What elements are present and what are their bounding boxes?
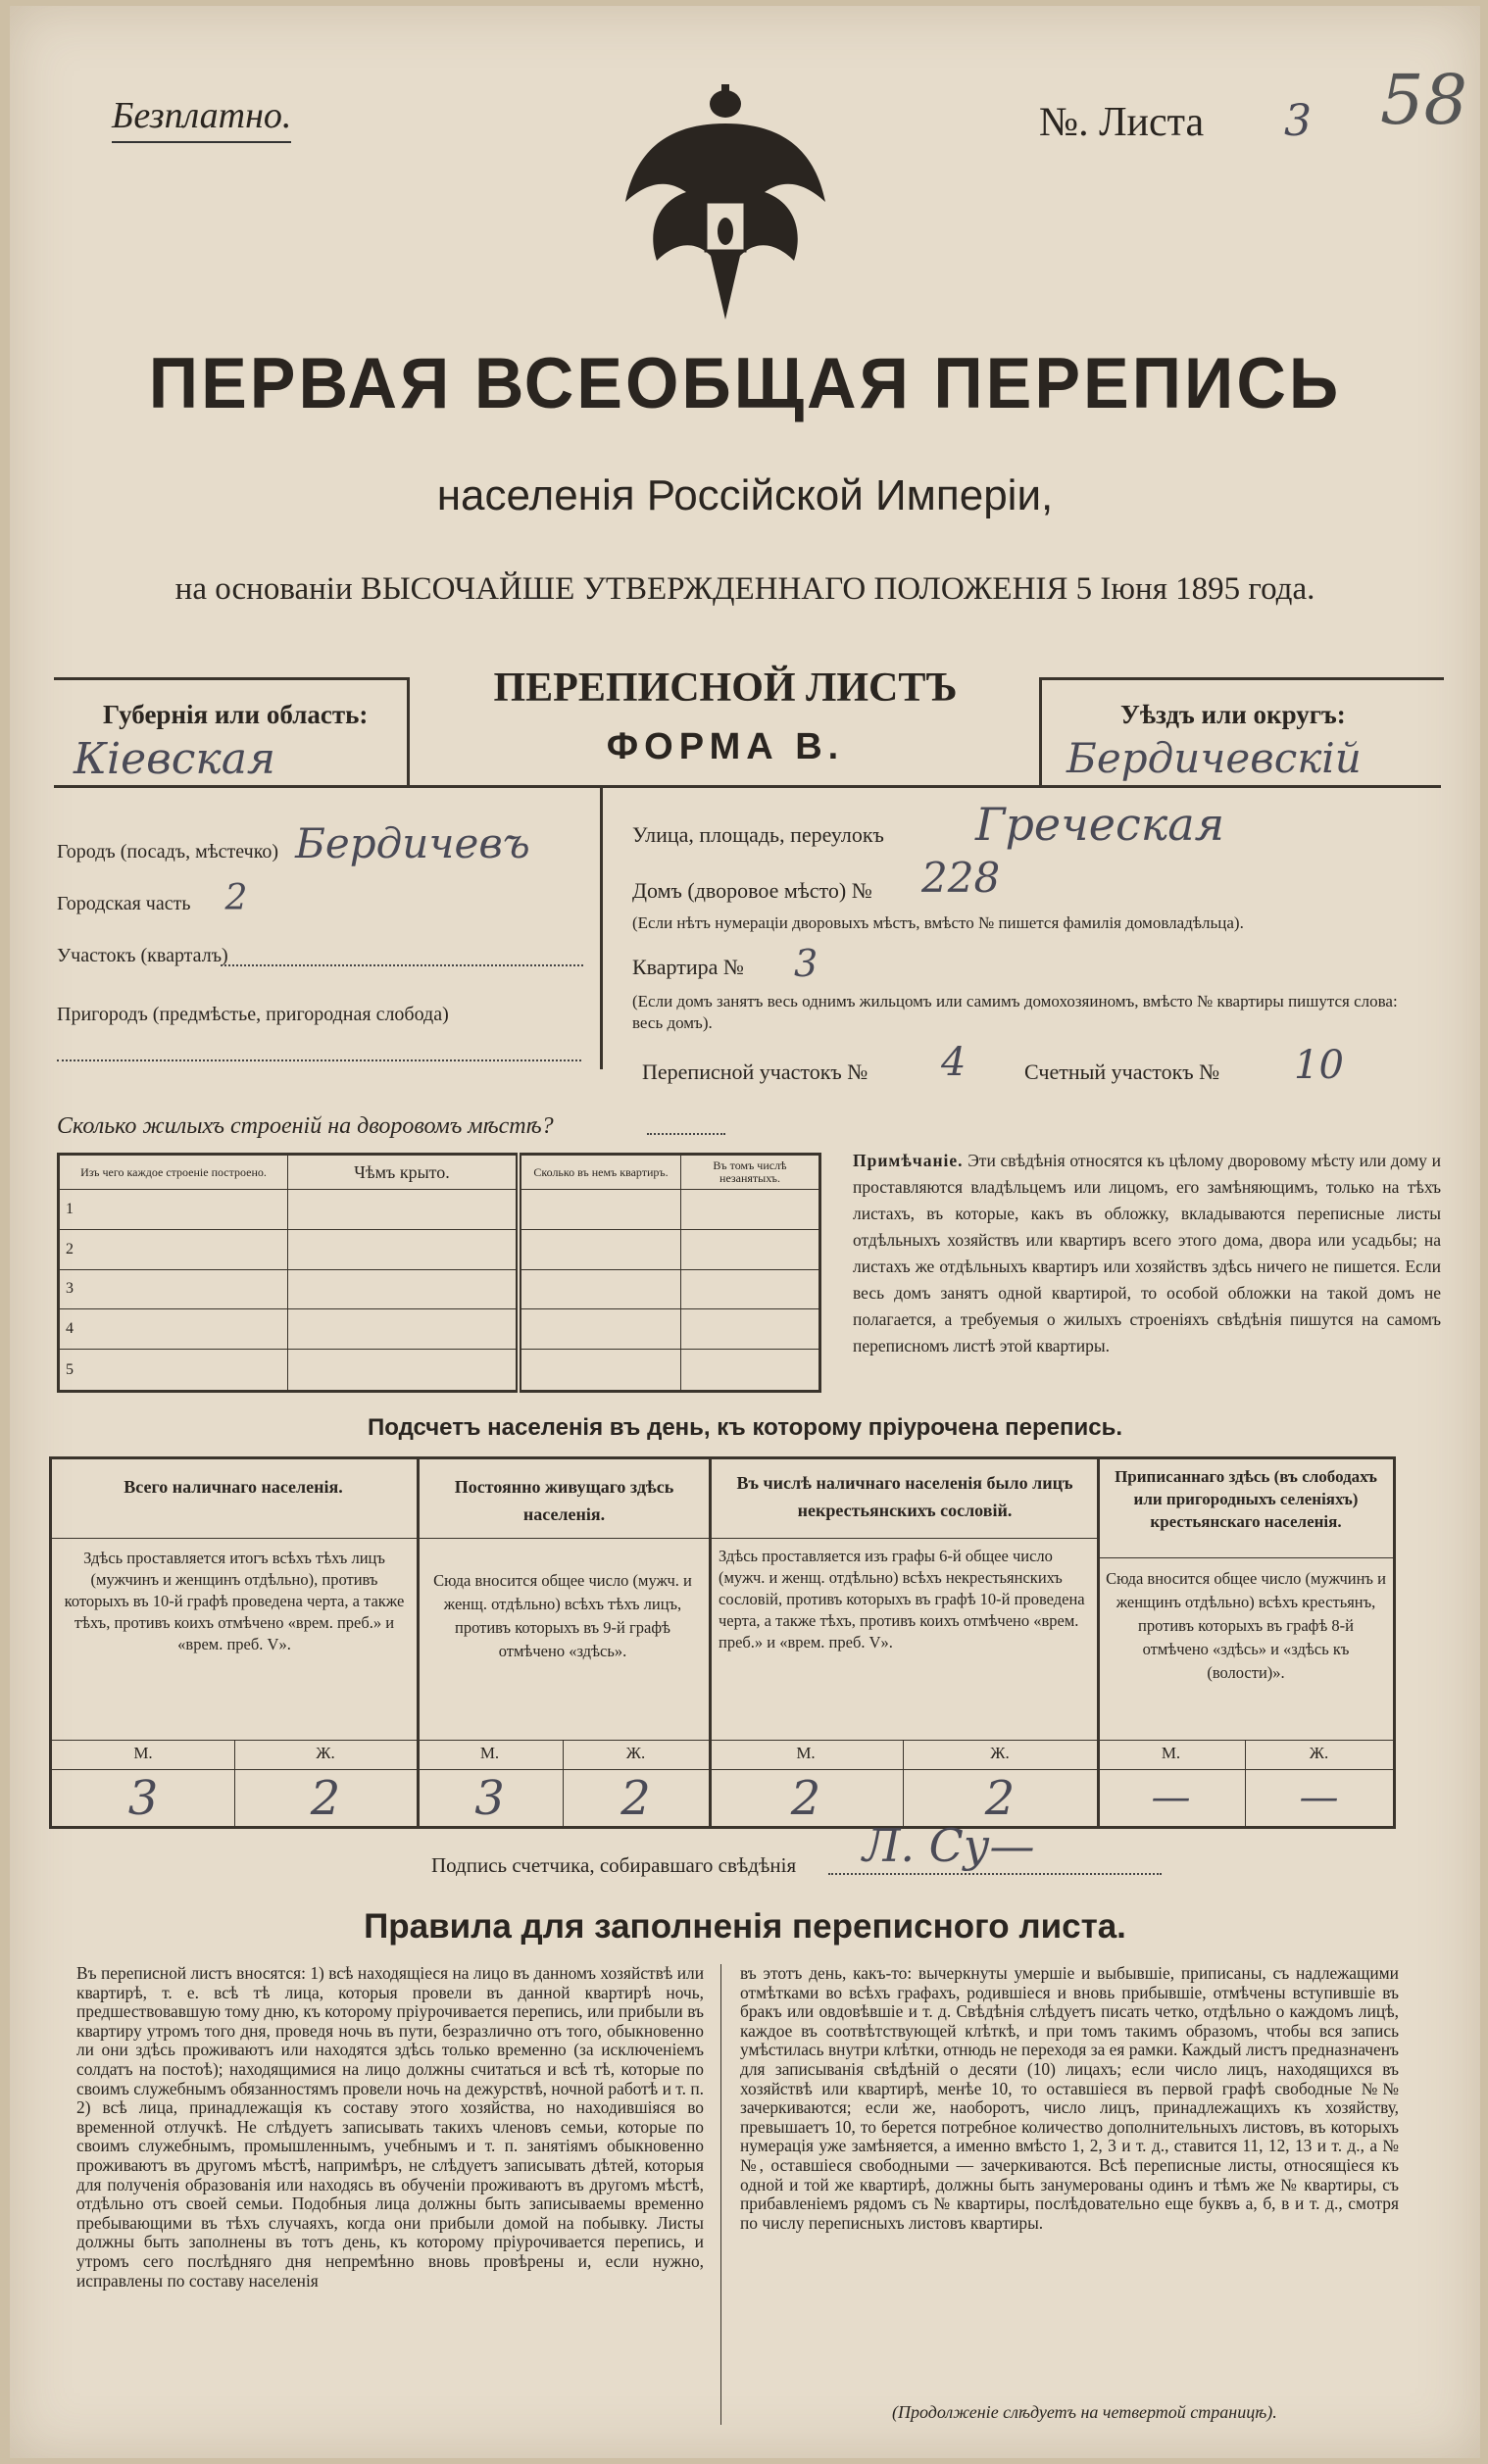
pop-col2-m-label: М. <box>479 1744 500 1762</box>
flat-label: Квартира № <box>632 955 744 979</box>
address-divider <box>600 785 603 1069</box>
rules-right-column: въ этотъ день, какъ-то: вычеркнуты умершіе и выбывшіе, приписаны, съ надлежащими отмѣтками во всѣхъ графахъ, родившіеся и вновь прибывшіе, отмѣчены вступившіе въ бракъ или овдовѣвшіе и т. д. Свѣдѣнія слѣдуетъ писать четко, отдѣльно о каждомъ лицѣ, каждое въ соотвѣтствующей клѣткѣ, и при томъ такимъ образомъ, чтобы вся запись умѣстилась внутри клѣтки, отнюдь не переходя за ея рамки. Каждый листъ предназначенъ для записыванія свѣдѣній о десяти (10) лицахъ; если число лицъ, находящихся въ хозяйствѣ или квартирѣ, менѣе 10, то оставшіеся въ первой графѣ свободные №№ зачеркиваются; если же, наоборотъ, число лицъ, принадлежащихъ къ хозяйству, превышаетъ 10, то берется потребное количество дополнительныхъ листовъ, въ которыхъ нумерація уже замѣняется, а именно вмѣсто 1, 2, 3 и т. д., ставится 11, 12, 13 и т. д., а №№, оставшіеся свободными — зачеркиваются. Всѣ переписные листы, относящіеся къ одной и той же квартирѣ, должны быть занумерованы одинъ и тѣмъ же № квартиры, съ прибавленіемъ рядомъ съ № квартиры, послѣдовательно еще буквъ а, б, в и т. д., смотря по числу переписныхъ листовъ квартиры. <box>740 1963 1399 2233</box>
pop-col4-m-value: — <box>1151 1775 1191 1820</box>
pop-col4-f-label: Ж. <box>1309 1744 1329 1762</box>
buildings-table <box>57 1153 821 1393</box>
buildings-col-roof: Чѣмъ крыто. <box>288 1155 520 1190</box>
pop-col4-title: Приписаннаго здѣсь (въ слободахъ или пригородныхъ селеніяхъ) крестьянскаго населенія. <box>1115 1467 1377 1531</box>
buildings-row-5: 5 <box>59 1350 288 1392</box>
census-sheet <box>10 6 1480 2458</box>
pop-col4-m-label: М. <box>1161 1744 1181 1762</box>
street-value: Греческая <box>975 798 1225 851</box>
province-box <box>54 677 410 788</box>
pop-col1-f-label: Ж. <box>316 1744 335 1762</box>
signature-value: Л. Су— <box>863 1819 1035 1872</box>
signature-line <box>828 1873 1162 1875</box>
street-label: Улица, площадь, переулокъ <box>632 822 884 847</box>
flat-value: 3 <box>794 942 818 985</box>
divider <box>54 785 1441 788</box>
pop-col2-title: Постоянно живущаго здѣсь населенія. <box>454 1477 674 1524</box>
pop-col1-title: Всего наличнаго населенія. <box>124 1477 343 1497</box>
city-field <box>57 819 606 867</box>
district-box <box>1039 677 1444 788</box>
pop-col4-desc: Сюда вносится общее число (мужчинъ и женщинъ отдѣльно) всѣхъ крестьянъ, противъ которыхъ въ графѣ 8-й отмѣчено «здѣсь» и «здѣсь къ (волости)». <box>1106 1569 1386 1682</box>
population-heading: Подсчетъ населенія въ день, къ которому пріурочена перепись. <box>368 1414 1122 1441</box>
pop-col2-desc: Сюда вносится общее число (мужч. и женщ. отдѣльно) всѣхъ тѣхъ лицъ, противъ которыхъ въ 9-й графѣ отмѣчено «здѣсь». <box>433 1571 692 1660</box>
precinct-label: Участокъ (кварталъ) <box>57 945 228 966</box>
pop-col2-f-label: Ж. <box>625 1744 646 1762</box>
note-label: Примѣчаніе. <box>853 1151 964 1170</box>
district-label: Уѣздъ или округъ: <box>1120 700 1346 729</box>
city-value: Бердичевъ <box>295 819 530 867</box>
basis-line: на основаніи ВЫСОЧАЙШЕ УТВЕРЖДЕННАГО ПОЛОЖЕНІЯ 5 Іюня 1895 года. <box>174 571 1315 607</box>
sheet-number-value: 3 <box>1284 96 1312 146</box>
count-district-value: 10 <box>1294 1043 1344 1088</box>
pop-col3-m-label: М. <box>796 1744 816 1762</box>
rules-continued: (Продолженіе слѣдуетъ на четвертой страницѣ). <box>892 2402 1277 2422</box>
page-subtitle: населенія Россійской Имперіи, <box>436 471 1054 519</box>
signature-label: Подпись счетчика, собиравшаго свѣдѣнія <box>431 1853 797 1877</box>
buildings-question-line <box>647 1133 725 1135</box>
sheet-number-label: №. Листа <box>1039 100 1205 145</box>
page-title: ПЕРВАЯ ВСЕОБЩАЯ ПЕРЕПИСЬ <box>148 343 1342 423</box>
pop-col1-m-value: 3 <box>127 1771 159 1826</box>
city-label: Городъ (посадъ, мѣстечко) <box>57 841 279 862</box>
pop-col3-m-value: 2 <box>790 1771 821 1826</box>
buildings-row-3: 3 <box>59 1269 288 1309</box>
rules-left-column: Въ переписной листъ вносятся: 1) всѣ находящіеся на лицо въ данномъ хозяйствѣ или квартирѣ, т. е. всѣ тѣ лица, которыя провели въ данной квартирѣ ночь, предшествовавшую тому дню, къ которому пріурочивается перепись, или прибыли въ квартиру утромъ того дня, проведя ночь въ пути, безразлично отъ того, обыкновенно ли они здѣсь проживаютъ или находятся здѣсь только временно (за исключеніемъ солдатъ на постоѣ); находящимися на лицо должны считаться и всѣ тѣ, которые по своимъ служебнымъ обязанностямъ провели ночь на дежурствѣ, ночной работѣ и т. п. 2) всѣ лица, принадлежащія къ составу этого хозяйства, но находившіяся во временной отлучкѣ. Не слѣдуетъ записывать такихъ членовъ семьи, которые по своимъ служебнымъ, промышленнымъ, учебнымъ и т. п. занятіямъ обыкновенно проживаютъ въ другомъ мѣстѣ, напримѣръ, не слѣдуетъ записывать дѣтей, которыя для полученія образованія или находясь въ обученіи проживаютъ въ другомъ мѣстѣ, отдѣльно отъ своей семьи. Подобныя лица должны быть записываемы временно пребывающими въ тѣхъ случаяхъ, когда они прибыли домой на побывку. Листы должны быть заполнены въ тотъ день, къ которому пріурочивается перепись, и утромъ сего послѣдняго дня непремѣнно вновь провѣрены и, если нужно, исправлены по составу населенія <box>76 1963 704 2291</box>
city-part-field <box>57 878 606 918</box>
suburb-line <box>57 1060 581 1061</box>
free-label: Безплатно. <box>112 94 291 143</box>
pop-col3-f-label: Ж. <box>990 1744 1010 1762</box>
form-title: ФОРМА В. <box>606 726 845 767</box>
city-part-label: Городская часть <box>57 893 191 914</box>
note-text: Эти свѣдѣнія относятся къ цѣлому дворовому мѣсту или дому и проставляются владѣльцемъ или лицомъ, его замѣняющимъ, только на тѣхъ листахъ, въ которые, какъ въ обложку, вкладываются переписные листы отдѣльныхъ хозяйствъ или квартиръ всего этого дома, двора или усадьбы; на листахъ же отдѣльныхъ квартиръ или хозяйствъ здѣсь ничего не пишется. Если весь домъ занятъ одной квартирой, то особой обложки на такой домъ не полагается, а требуемыя о жилыхъ строеніяхъ свѣдѣнія пишутся на самомъ переписномъ листѣ этой квартиры. <box>853 1151 1441 1355</box>
pop-col3-desc: Здѣсь проставляется изъ графы 6-й общее число (мужч. и женщ. отдѣльно) всѣхъ некрестьянскихъ сословій, противъ которыхъ въ графѣ 10-й проведена черта, а также тѣхъ, противъ коихъ отмѣчено «врем. преб.» и «врем. преб. V». <box>719 1547 1085 1651</box>
flat-note: (Если домъ занятъ весь однимъ жильцомъ или самимъ домохозяиномъ, вмѣсто № квартиры пишутся слова: весь домъ). <box>632 992 1398 1032</box>
precinct-line <box>221 964 583 966</box>
sheet-title: ПЕРЕПИСНОЙ ЛИСТЪ <box>493 665 958 711</box>
buildings-row-4: 4 <box>59 1309 288 1350</box>
buildings-col-flats: Сколько въ немъ квартиръ. <box>519 1155 681 1190</box>
census-district-value: 4 <box>941 1040 967 1085</box>
rules-column-divider <box>720 1964 721 2425</box>
pop-col1-m-label: М. <box>133 1744 153 1762</box>
imperial-eagle-emblem-icon <box>618 84 833 339</box>
archive-number: 58 <box>1380 60 1468 140</box>
pop-col4-f-value: — <box>1299 1775 1339 1820</box>
pop-col1-f-value: 2 <box>310 1771 341 1826</box>
pop-col3-title: Въ числѣ наличнаго населенія было лицъ некрестьянскихъ сословій. <box>736 1473 1073 1520</box>
house-label: Домъ (дворовое мѣсто) № <box>632 878 872 903</box>
city-part-value: 2 <box>224 878 248 918</box>
buildings-row-1: 1 <box>59 1190 288 1230</box>
house-note: (Если нѣтъ нумераціи дворовыхъ мѣстъ, вмѣсто № пишется фамилія домовладѣльца). <box>632 913 1244 932</box>
pop-col2-m-value: 3 <box>474 1771 505 1826</box>
suburb-label: Пригородъ (предмѣстье, пригородная слобода) <box>57 1004 449 1025</box>
buildings-col-vacant: Въ томъ числѣ незанятыхъ. <box>681 1155 820 1190</box>
province-value: Кіевская <box>74 734 276 784</box>
buildings-question: Сколько жилыхъ строеній на дворовомъ мѣстѣ? <box>57 1113 554 1139</box>
pop-col3-f-value: 2 <box>984 1771 1016 1826</box>
census-district-label: Переписной участокъ № <box>642 1060 868 1084</box>
note-block <box>853 1148 1441 1359</box>
province-label: Губернія или область: <box>103 700 369 729</box>
district-value: Бердичевскій <box>1066 734 1362 782</box>
buildings-row-2: 2 <box>59 1229 288 1269</box>
pop-col1-desc: Здѣсь проставляется итогъ всѣхъ тѣхъ лицъ (мужчинъ и женщинъ отдѣльно), противъ которыхъ въ 10-й графѣ проведена черта, а также тѣхъ, противъ коихъ отмѣчено «врем. преб.» и «врем. преб. V». <box>64 1549 405 1653</box>
buildings-col-material: Изъ чего каждое строеніе построено. <box>59 1155 288 1190</box>
house-value: 228 <box>921 854 1001 902</box>
rules-heading: Правила для заполненія переписного листа. <box>364 1907 1126 1946</box>
pop-col2-f-value: 2 <box>620 1771 651 1826</box>
population-table <box>49 1456 1396 1829</box>
count-district-label: Счетный участокъ № <box>1024 1060 1220 1084</box>
